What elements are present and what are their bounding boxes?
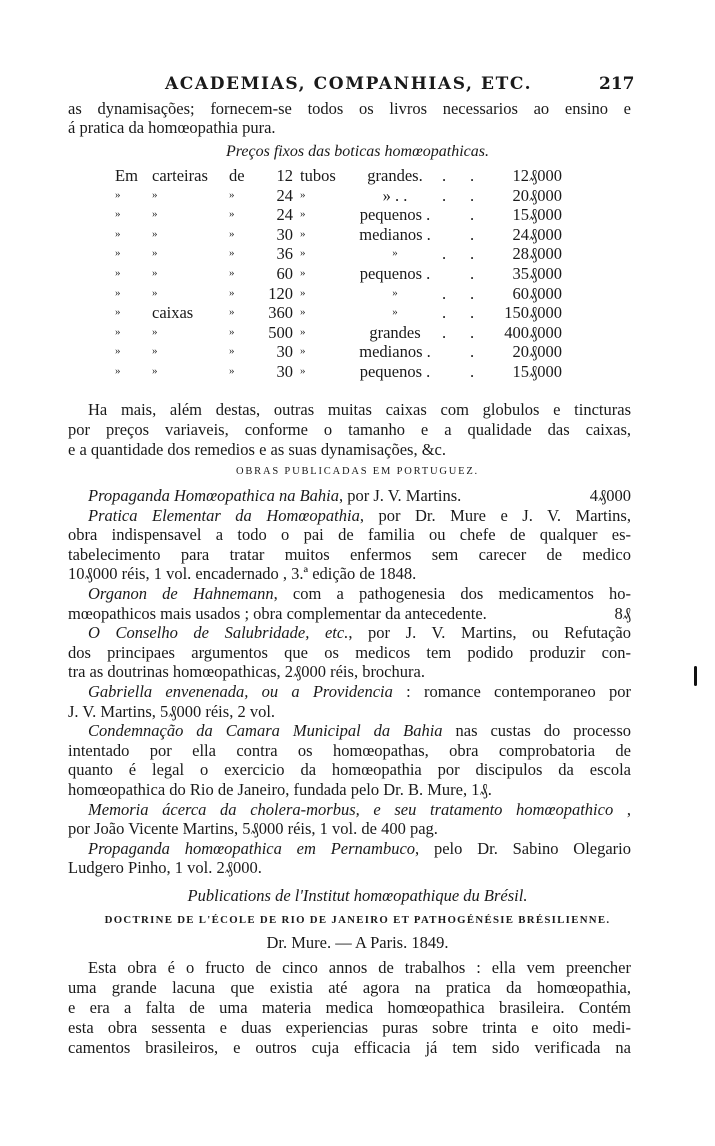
work-entry-line <box>68 564 631 584</box>
price-table-cell-c1: » <box>115 188 121 201</box>
price-table-row <box>0 362 715 382</box>
price-table-cell-c1: » <box>115 286 121 299</box>
paragraph-line: uma grande lacuna que existia até agora na pratica da homœopathia, <box>68 978 631 997</box>
works-heading: OBRAS PUBLICADAS EM PORTUGUEZ. <box>236 466 479 477</box>
price-table-cell-c1: » <box>115 247 121 260</box>
work-entry <box>68 800 631 820</box>
price-table-cell-c2: » <box>152 227 158 240</box>
price-table-row <box>0 205 715 225</box>
price-table-row <box>0 323 715 343</box>
work-entry <box>68 839 631 859</box>
price-table-cell-d2: . <box>470 205 475 225</box>
work-entry <box>68 486 631 506</box>
price-table-cell-c2: » <box>152 188 158 201</box>
price-table-cell-qty: 60 <box>276 264 293 283</box>
work-title: O Conselho de Salubridade, etc. <box>88 623 349 643</box>
work-entry-line <box>68 604 631 624</box>
work-entry <box>68 682 631 702</box>
price-table-cell-c4: » <box>300 345 306 358</box>
price-table-cell-c3: » <box>229 306 235 319</box>
work-text: quanto é legal o exercicio da homœopathia por discipulos da escola <box>68 760 631 780</box>
work-text: tra as doutrinas homœopathicas, 2₰000 réis, brochura. <box>68 662 425 682</box>
price-table-cell-c2: » <box>152 208 158 221</box>
price-table-cell-c4: » <box>300 208 306 221</box>
work-title: Condemnação da Camara Municipal da Bahia <box>88 721 443 741</box>
paragraph-line: por preços variaveis, conforme o tamanho e a qualidade das caixas, <box>68 420 631 439</box>
price-table-cell-price: 28₰000 <box>512 244 562 264</box>
price-table-cell-c1: » <box>115 325 121 338</box>
intro-line: á pratica da homœopathia pura. <box>68 118 276 137</box>
work-details: nas custas do processo <box>442 721 631 741</box>
work-entry-line <box>68 702 631 722</box>
price-table-cell-d1: . <box>442 185 447 205</box>
price-table-cell-c1: » <box>115 365 121 377</box>
work-details: , por J. V. Martins, ou Refutação <box>348 623 632 643</box>
price-table-cell-c2: » <box>152 267 158 279</box>
price-table-cell-c1: » <box>115 208 121 221</box>
price-table-title: Preços fixos das boticas homœopathicas. <box>226 143 489 160</box>
work-details: : romance contemporaneo por <box>392 682 631 701</box>
price-table-cell-d2: . <box>470 224 475 244</box>
work-entry-line <box>68 780 631 800</box>
price-table-cell-size: » <box>392 247 398 260</box>
price-table-cell-c3: » <box>229 267 235 279</box>
french-section-title: Publications de l'Institut homœopathique du Brésil. <box>187 886 528 905</box>
price-table-cell-d2: . <box>470 342 475 362</box>
paragraph-line: esta obra sessenta e duas experiencias puras sobre trinta e oito medi- <box>68 1018 631 1037</box>
price-table-cell-c3: » <box>229 345 235 358</box>
price-table-cell-d1: . <box>442 244 447 264</box>
work-title: Propaganda homœopathica em Pernambuco <box>88 838 416 858</box>
price-table-cell-c4: tubos <box>300 166 336 185</box>
price-table-cell-c2: » <box>152 325 158 338</box>
running-title: ACADEMIAS, COMPANHIAS, ETC. <box>165 74 533 94</box>
work-title: Memoria ácerca da cholera-morbus, e seu tratamento homœopathico <box>88 799 614 819</box>
work-details: , pelo Dr. Sabino Olegario <box>415 838 632 858</box>
work-text: J. V. Martins, 5₰000 réis, 2 vol. <box>68 701 276 721</box>
paragraph-line: e a quantidade dos remedios e as suas dynamisações, &c. <box>68 440 447 459</box>
price-table-row <box>0 303 715 323</box>
price-table-cell-qty: 120 <box>268 283 293 303</box>
work-title: Propaganda Homœopathica na Bahia <box>88 486 340 505</box>
work-text: dos principaes argumentos que os medicos tem podido produzir con- <box>68 642 631 662</box>
price-table-cell-size: » <box>392 306 398 319</box>
price-table-row <box>0 166 715 186</box>
price-table-cell-c2: » <box>152 286 158 299</box>
work-entry-line <box>68 760 631 780</box>
price-table-cell-d2: . <box>470 185 475 205</box>
price-table-cell-c4: » <box>300 267 306 279</box>
work-entry-line <box>68 525 631 545</box>
price-table-cell-price: 20₰000 <box>512 185 562 205</box>
price-table-cell-qty: 30 <box>276 342 293 362</box>
running-head <box>0 74 715 96</box>
price-table-cell-price: 24₰000 <box>512 224 562 244</box>
price-table-cell-c2: » <box>152 345 158 358</box>
price-table-cell-c4: » <box>300 188 306 201</box>
price-table-cell-size: pequenos . <box>359 362 431 381</box>
price-table-cell-c3: » <box>229 227 235 240</box>
price-table-cell-size: » <box>392 286 398 299</box>
price-table-cell-c4: » <box>300 286 306 299</box>
price-table-cell-c1: » <box>115 345 121 358</box>
price-table-cell-c3: » <box>229 188 235 201</box>
price-table-row <box>0 264 715 284</box>
price-table-cell-d1: . <box>442 283 447 303</box>
price-table-cell-c2: » <box>152 247 158 260</box>
price-table-cell-price: 20₰000 <box>512 342 562 362</box>
page-number: 217 <box>599 74 635 94</box>
price-table-cell-d2: . <box>470 244 475 264</box>
price-table-cell-price: 12₰000 <box>512 166 562 185</box>
work-title: Pratica Elementar da Homœopathia <box>88 505 360 525</box>
french-section-subtitle: DOCTRINE DE L'ÉCOLE DE RIO DE JANEIRO ET PATHOGÉNÉSIE BRÉSILIENNE. <box>104 914 611 926</box>
price-table-cell-qty: 24 <box>276 185 293 205</box>
paragraph-line: e era a falta de uma materia medica homœopathica brasileira. Contém <box>68 998 631 1017</box>
work-details: , <box>613 799 631 819</box>
price-table-cell-price: 400₰000 <box>504 322 562 342</box>
price-table-cell-c3: » <box>229 208 235 221</box>
price-table-cell-c1: » <box>115 227 121 240</box>
work-text: intentado por ella contra os homœopathas, obra comprobatoria de <box>68 740 631 760</box>
price-table-cell-d1: . <box>442 322 447 342</box>
price-table-cell-c2: » <box>152 365 158 377</box>
price-table-cell-d2: . <box>470 264 475 283</box>
work-text: 10₰000 réis, 1 vol. encadernado , 3.ª edição de 1848. <box>68 564 417 584</box>
work-entry <box>68 584 631 604</box>
price-table-cell-c4: » <box>300 306 306 319</box>
work-entry-line <box>68 819 631 839</box>
french-section-imprint: Dr. Mure. — A Paris. 1849. <box>266 933 449 952</box>
price-table-cell-c2: carteiras <box>152 166 208 185</box>
price-table-cell-price: 35₰000 <box>512 264 562 283</box>
price-table-cell-d2: . <box>470 362 475 381</box>
paragraph-line: Esta obra é o fructo de cinco annos de trabalhos : ella vem preencher <box>88 958 631 977</box>
work-text: homœopathica do Rio de Janeiro, fundada pelo Dr. B. Mure, 1₰. <box>68 780 492 799</box>
price-table-cell-d2: . <box>470 283 475 303</box>
work-text: mœopathicos mais usados ; obra complementar da antecedente. <box>68 603 487 623</box>
price-table-row <box>0 186 715 206</box>
price-table-cell-qty: 12 <box>276 166 293 185</box>
price-table-cell-c1: Em <box>115 166 138 185</box>
work-text: tabelecimento para tratar muitos enfermos sem carecer de medico <box>68 544 631 564</box>
price-table-row <box>0 244 715 264</box>
work-entry-line <box>68 741 631 761</box>
price-table-cell-c1: » <box>115 267 121 279</box>
price-table-cell-c4: » <box>300 227 306 240</box>
price-table-cell-qty: 24 <box>276 205 293 225</box>
work-text: obra indispensavel a todo o pai de familia ou chefe de qualquer es- <box>68 525 631 545</box>
margin-ink-mark <box>694 666 697 686</box>
price-table-cell-qty: 500 <box>268 322 293 342</box>
price-table-cell-size: grandes. <box>367 166 423 185</box>
price-table-row <box>0 225 715 245</box>
price-table-cell-c3: » <box>229 247 235 260</box>
price-table-row <box>0 342 715 362</box>
price-table-row <box>0 284 715 304</box>
price-table-cell-price: 150₰000 <box>504 303 562 323</box>
work-entry-line <box>68 643 631 663</box>
work-entry <box>68 506 631 526</box>
price-table-cell-c3: de <box>229 166 245 185</box>
price-table-cell-d2: . <box>470 322 475 342</box>
price-table-cell-size: medianos . <box>359 342 431 362</box>
price-table-cell-size: » . . <box>382 185 408 205</box>
price-table-cell-qty: 360 <box>268 303 293 323</box>
price-table-cell-c1: » <box>115 306 121 319</box>
price-table-cell-qty: 36 <box>276 244 293 264</box>
price-table-cell-d2: . <box>470 166 475 185</box>
price-table-cell-qty: 30 <box>276 362 293 381</box>
price-table-cell-c3: » <box>229 286 235 299</box>
price-table-cell-price: 15₰000 <box>512 362 562 381</box>
work-details: , por Dr. Mure e J. V. Martins, <box>359 505 631 525</box>
price-table-cell-c3: » <box>229 325 235 338</box>
work-entry <box>68 721 631 741</box>
price-table-cell-d1: . <box>442 303 447 323</box>
price-table-cell-c4: » <box>300 365 306 377</box>
price-table-cell-qty: 30 <box>276 224 293 244</box>
intro-line: as dynamisações; fornecem-se todos os livros necessarios ao ensino e <box>68 99 631 118</box>
price-table-cell-c3: » <box>229 365 235 377</box>
price-table-cell-c2: caixas <box>152 303 194 323</box>
paragraph-line: camentos brasileiros, e outros cuja efficacia já tem sido verificada na <box>68 1038 631 1057</box>
price-table-cell-d1: . <box>442 166 447 185</box>
price-table-cell-size: pequenos . <box>359 264 431 283</box>
work-entry-line <box>68 662 631 682</box>
price-table-cell-size: pequenos . <box>359 205 431 225</box>
price-table-cell-d2: . <box>470 303 475 323</box>
work-price: 4₰000 <box>589 486 631 505</box>
work-text: por João Vicente Martins, 5₰000 réis, 1 vol. de 400 pag. <box>68 819 438 839</box>
paragraph-line: Ha mais, além destas, outras muitas caixas com globulos e tincturas <box>88 400 631 419</box>
work-price: 8₰ <box>614 603 631 623</box>
work-title: Organon de Hahnemann <box>88 584 274 603</box>
work-details: , com a pathogenesia dos medicamentos ho- <box>273 584 632 603</box>
price-table-cell-c4: » <box>300 325 306 338</box>
work-entry-line <box>68 858 631 878</box>
work-text: Ludgero Pinho, 1 vol. 2₰000. <box>68 858 262 878</box>
price-table-cell-c4: » <box>300 247 306 260</box>
price-table-cell-price: 15₰000 <box>512 205 562 225</box>
price-table-cell-price: 60₰000 <box>512 283 562 303</box>
work-details: , por J. V. Martins. <box>339 486 462 505</box>
work-entry-line <box>68 545 631 565</box>
price-table-cell-size: grandes <box>369 322 421 342</box>
work-entry <box>68 623 631 643</box>
work-title: Gabriella envenenada, ou a Providencia <box>88 682 393 701</box>
price-table-cell-size: medianos . <box>359 224 431 244</box>
